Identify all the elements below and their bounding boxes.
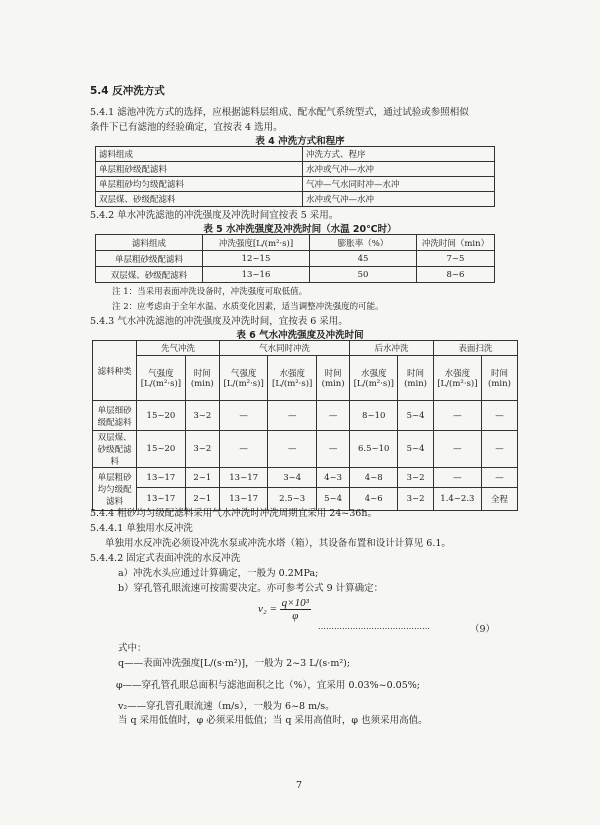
table-row (96, 251, 495, 267)
cell: — (268, 401, 317, 431)
table5 (95, 234, 495, 283)
table4 (95, 146, 495, 207)
table6-subheader: 水强度[L/(m²·s)] (350, 356, 398, 401)
definition-phi: φ——穿孔管孔眼总面积与滤池面积之比（%），宜采用 0.03%~0.05%; (116, 680, 420, 691)
cell: 50 (310, 267, 417, 283)
page-number: 7 (296, 780, 303, 791)
cell: 6.5~10 (350, 431, 398, 468)
cell: 2.5~3 (268, 488, 317, 511)
cell: — (481, 468, 517, 488)
table5-header: 滤料组成 (96, 235, 203, 251)
cell: 45 (310, 251, 417, 267)
cell: 8~6 (417, 267, 495, 283)
paragraph-5-4-4-1: 5.4.4.1 单独用水反冲洗 (90, 523, 193, 534)
cell: — (481, 401, 517, 431)
cell: 13~17 (219, 488, 268, 511)
table6-subheader: 气强度[L/(m²·s)] (219, 356, 268, 401)
item-b: b）穿孔管孔眼流速可按需要决定。亦可参考公式 9 计算确定： (118, 583, 384, 594)
cell: — (268, 431, 317, 468)
cell: 4~3 (316, 468, 349, 488)
table5-header: 冲洗时间（min） (417, 235, 495, 251)
table6-group: 先气冲洗 (137, 341, 220, 356)
cell: 13~17 (219, 468, 268, 488)
table6-subheader: 水强度[L/(m²·s)] (268, 356, 317, 401)
paragraph-5-4-2: 5.4.2 单水冲洗滤池的冲洗强度及冲洗时间宜按表 5 采用。 (90, 210, 339, 221)
cell: 2~1 (185, 488, 219, 511)
cell: — (219, 401, 268, 431)
cell: 3~4 (268, 468, 317, 488)
table-row (96, 177, 495, 192)
note-2: 注 2：应考虑由于全年水温、水质变化因素，适当调整冲洗强度的可能。 (112, 302, 384, 312)
table6-subheader: 时间(min) (481, 356, 517, 401)
table-row (93, 468, 518, 488)
cell: 7~5 (417, 251, 495, 267)
table4-header: 滤料组成 (96, 147, 303, 162)
cell: 4~8 (350, 468, 398, 488)
cell: — (481, 431, 517, 468)
cell: 15~20 (137, 431, 186, 468)
table5-title: 表 5 水冲洗强度及冲洗时间（水温 20℃时） (203, 224, 397, 235)
table6-row-name: 单层细砂级配滤料 (93, 401, 137, 431)
cell: 3~2 (185, 401, 219, 431)
item-a: a）冲洗水头应通过计算确定，一般为 0.2MPa; (118, 568, 319, 579)
cell: 单层粗砂级配滤料 (96, 251, 203, 267)
definition-q: q——表面冲洗强度[L/(s·m²)]，一般为 2~3 L/(s·m²); (118, 658, 351, 669)
cell: 5~4 (398, 401, 434, 431)
table6 (92, 340, 518, 511)
table5-header: 冲洗强度[L/(m²·s)] (203, 235, 310, 251)
cell: 双层煤、砂级配滤料 (96, 267, 203, 283)
cell: 全程 (481, 488, 517, 511)
note-q-phi: 当 q 采用低值时，φ 必须采用低值；当 q 采用高值时，φ 也须采用高值。 (118, 715, 428, 726)
table6-group: 后水冲洗 (350, 341, 434, 356)
table6-subheader: 时间(min) (398, 356, 434, 401)
formula-dots: …………………………………… (318, 622, 430, 631)
cell: 水冲或气冲—水冲 (303, 162, 495, 177)
paragraph-5-4-3: 5.4.3 气水冲洗滤池的冲洗强度及冲洗时间，宜按表 6 采用。 (90, 316, 348, 327)
cell: 4~6 (350, 488, 398, 511)
note-1: 注 1：当采用表面冲洗设备时，冲洗强度可取低值。 (112, 287, 308, 297)
paragraph-5-4-4-2: 5.4.4.2 固定式表面冲洗的水反冲洗 (90, 553, 241, 564)
table6-title: 表 6 气水冲洗强度及冲洗时间 (236, 330, 364, 341)
paragraph-5-4-1-line1: 5.4.1 滤池冲洗方式的选择，应根据滤料层组成、配水配气系统型式，通过试验或参照相似 (90, 107, 469, 118)
table4-header: 冲洗方式、程序 (303, 147, 495, 162)
paragraph-5-4-4-1-body: 单独用水反冲洗必须设冲洗水泵或冲洗水塔（箱），其设备布置和设计计算见 6.1。 (105, 538, 451, 549)
formula-number: （9） (470, 624, 496, 635)
table-row (96, 192, 495, 207)
paragraph-5-4-1-line2: 条件下已有滤池的经验确定，宜按表 4 选用。 (90, 122, 283, 133)
cell: 3~2 (398, 468, 434, 488)
cell: 气冲—气水同时冲—水冲 (303, 177, 495, 192)
cell: 8~10 (350, 401, 398, 431)
formula-9 (258, 597, 311, 622)
table6-subheader: 时间(min) (316, 356, 349, 401)
cell: — (433, 401, 481, 431)
cell: 13~17 (137, 468, 186, 488)
table-row (96, 267, 495, 283)
table-row (93, 431, 518, 468)
cell: 3~2 (185, 431, 219, 468)
cell: 单层粗砂均匀级配滤料 (96, 177, 303, 192)
cell: — (433, 468, 481, 488)
cell: 3~2 (398, 488, 434, 511)
table-row (93, 401, 518, 431)
table6-subheader: 气强度[L/(m²·s)] (137, 356, 186, 401)
where-label: 式中： (118, 643, 147, 654)
cell: 15~20 (137, 401, 186, 431)
cell: 13~17 (137, 488, 186, 511)
cell: 5~4 (316, 488, 349, 511)
cell: — (433, 431, 481, 468)
cell: — (316, 431, 349, 468)
cell: 单层粗砂级配滤料 (96, 162, 303, 177)
table5-header: 膨胀率（%） (310, 235, 417, 251)
table6-subheader: 水强度[L/(m²·s)] (433, 356, 481, 401)
formula-numerator: q×10³ (281, 597, 309, 609)
cell: — (219, 431, 268, 468)
cell: 水冲或气冲—水冲 (303, 192, 495, 207)
formula-denominator: φ (292, 610, 299, 622)
cell: 13~16 (203, 267, 310, 283)
table6-header: 滤料种类 (93, 341, 137, 401)
formula-fraction (280, 597, 311, 622)
cell: 12~15 (203, 251, 310, 267)
table6-row-name: 双层煤、砂级配滤料 (93, 431, 137, 468)
cell: 1.4~2.3 (433, 488, 481, 511)
formula-lhs: v₂ = (258, 603, 277, 616)
table6-group: 表面扫洗 (433, 341, 517, 356)
table4-title: 表 4 冲洗方式和程序 (255, 136, 345, 147)
table6-row-name: 单层粗砂均匀级配滤料 (93, 468, 137, 511)
table-row (96, 162, 495, 177)
table6-subheader: 时间(min) (185, 356, 219, 401)
cell: 5~4 (398, 431, 434, 468)
section-title: 5.4 反冲洗方式 (90, 85, 165, 97)
cell: 2~1 (185, 468, 219, 488)
cell: — (316, 401, 349, 431)
paragraph-5-4-4: 5.4.4 粗砂均匀级配滤料采用气水冲洗时冲洗周期宜采用 24~36h。 (90, 508, 377, 519)
cell: 双层煤、砂级配滤料 (96, 192, 303, 207)
definition-v2: v₂——穿孔管孔眼流速（m/s），一般为 6~8 m/s。 (118, 701, 335, 712)
table6-group: 气水同时冲洗 (219, 341, 349, 356)
